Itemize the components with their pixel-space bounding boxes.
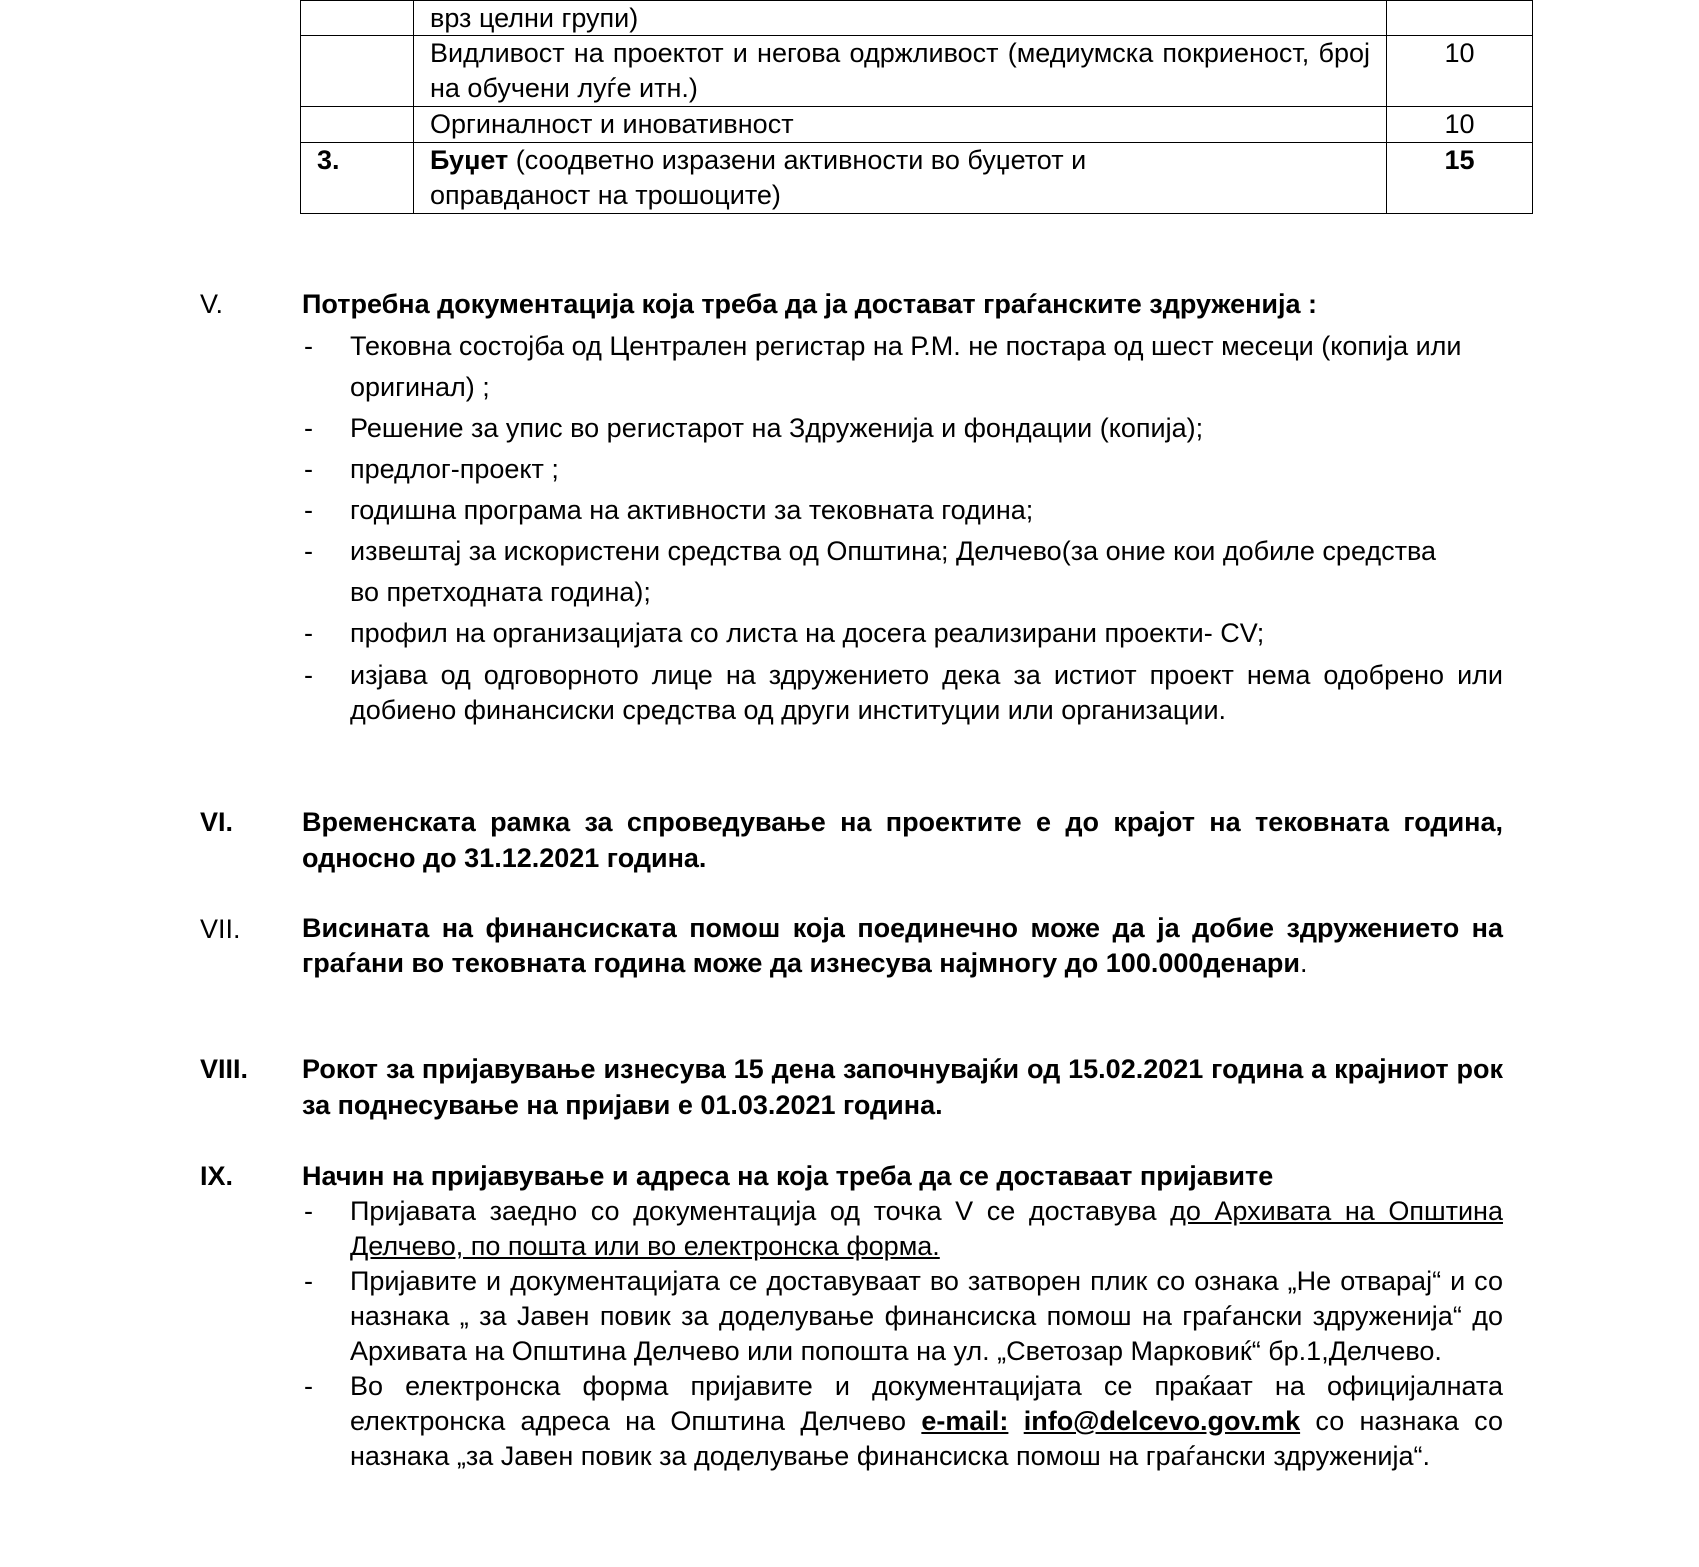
section-vii — [200, 911, 1503, 981]
table-cell-criterion: Видливост на проектот и негова одржливост (медиумска покриеност, број на обучени луѓе итн.) — [414, 36, 1387, 107]
section-vi — [200, 804, 1503, 876]
list-item: - Тековна состојба од Централен регистар на Р.М. не постара од шест месеци (копија или оригинал) ; — [304, 331, 1462, 402]
list-item: - Во електронска форма пријавите и документацијата се праќаат на официјалната електронска адреса на Општина Делчево e-mail: info@delcevo.gov.mk со назнака со назнака „за Јавен повик за доделување финансиска помош на граѓански здруженија“. — [304, 1371, 1503, 1471]
section-text: Временската рамка за спроведување на проектите е до крајот на тековната година, односно до 31.12.2021 година. — [302, 807, 1503, 873]
table-cell-criterion: Оргиналност и иновативност — [414, 107, 1387, 143]
list-item: - изјава од одговорното лице на здружението дека за истиот проект нема одобрено или добиено финансиски средства од други институции или организации. — [304, 660, 1503, 725]
list-item: - Решение за упис во регистарот на Здруженија и фондации (копија); — [304, 413, 1204, 443]
list-item: - профил на организацијата со листа на досега реализирани проекти- CV; — [304, 618, 1265, 648]
section-heading: Начин на пријавување и адреса на која треба да се доставаат пријавите — [302, 1161, 1274, 1191]
section-numeral: VI. — [200, 807, 234, 837]
section-numeral: VII. — [200, 914, 241, 944]
table-cell-points: 10 — [1387, 36, 1533, 107]
table-row — [301, 143, 1533, 214]
section-numeral: VIII. — [200, 1054, 249, 1084]
table-row — [301, 36, 1533, 107]
documents-list — [302, 326, 1503, 728]
budget-description: (соодветно изразени активности во буџетот и оправданост на трошоците) — [430, 145, 1087, 210]
section-text: Рокот за пријавување изнесува 15 дена започнувајќи од 15.02.2021 година а крајниот рок за поднесување на пријави е 01.03.2021 година. — [302, 1054, 1503, 1120]
table-cell-number: 3. — [301, 143, 414, 214]
table-cell-points: 10 — [1387, 107, 1533, 143]
email-link[interactable]: info@delcevo.gov.mk — [1023, 1406, 1301, 1436]
archive-link: до Архивата на Општина Делчево, по пошта или во електронска форма. — [350, 1196, 1503, 1261]
table-row — [301, 107, 1533, 143]
table-cell-criterion: врз целни групи) — [414, 1, 1387, 36]
table-cell-points: 15 — [1387, 143, 1533, 214]
budget-label: Буџет — [430, 145, 509, 175]
table-cell-number — [301, 36, 414, 107]
criteria-table — [300, 0, 1533, 214]
table-row — [301, 1, 1533, 36]
list-item: - извештај за искористени средства од Општина; Делчево(за оние кои добиле средства во претходната година); — [304, 536, 1437, 607]
table-cell-number — [301, 107, 414, 143]
list-item: - предлог-проект ; — [304, 454, 559, 484]
table-cell-number — [301, 1, 414, 36]
list-item: - годишна програма на активности за тековната година; — [304, 495, 1034, 525]
list-item: - Пријавите и документацијата се доставуваат во затворен плик со ознака „Не отварај“ и со назнака „ за Јавен повик за доделување финансиска помош на граѓански здруженија“ до Архивата на Општина Делчево или попошта на ул. „Светозар Марковиќ“ бр.1,Делчево. — [304, 1266, 1503, 1366]
section-viii — [200, 1051, 1503, 1123]
table-cell-points — [1387, 1, 1533, 36]
table-cell-criterion — [414, 143, 1387, 214]
section-numeral: V. — [200, 289, 224, 319]
section-ix — [200, 1158, 1503, 1474]
application-list — [302, 1194, 1503, 1474]
section-heading: Потребна документација која треба да ја достават граѓанските здруженија : — [302, 289, 1318, 319]
section-numeral: IX. — [200, 1161, 234, 1191]
section-v — [200, 286, 1503, 728]
section-text: Висината на финансиската помош која поединечно може да ја добие здружението на граѓани во тековната година може да изнесува најмногу до 100.000денари. — [302, 913, 1503, 978]
list-item: - Пријавата заедно со документација од точка V се доставува до Архивата на Општина Делчево, по пошта или во електронска форма. — [304, 1196, 1503, 1261]
email-label: e-mail: — [921, 1406, 1009, 1436]
